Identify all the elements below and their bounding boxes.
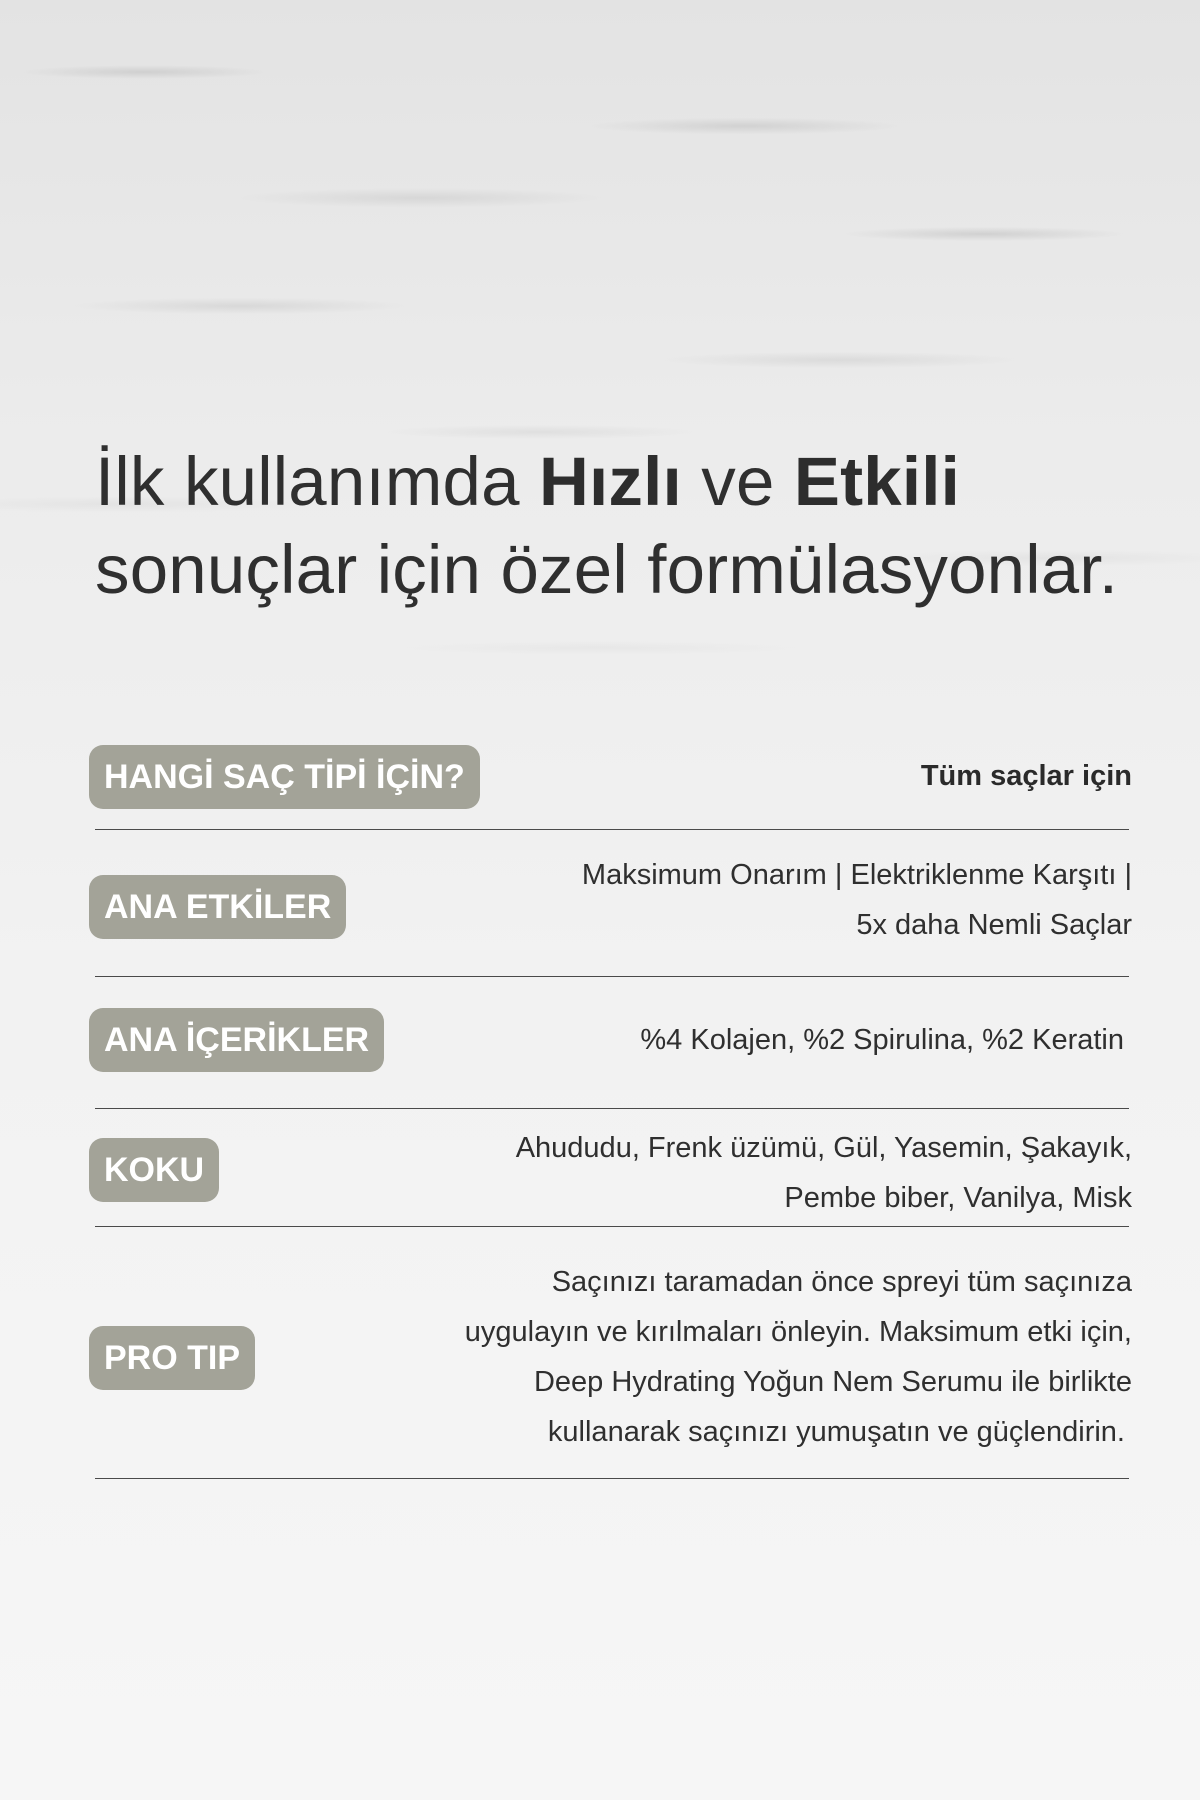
info-row-scent	[95, 1123, 1132, 1223]
pro-tip-value	[465, 1257, 1132, 1457]
main-effects-label-badge: ANA ETKİLER	[89, 875, 346, 939]
headline-line-1	[95, 438, 1155, 526]
pro-tip-value-line: uygulayın ve kırılmaları önleyin. Maksimum etki için,	[464, 1316, 1132, 1348]
headline-line-2: sonuçlar için özel formülasyonlar.	[95, 531, 1119, 608]
row-divider	[95, 976, 1129, 977]
scent-value	[516, 1123, 1132, 1223]
info-row-pro-tip	[95, 1257, 1132, 1467]
main-ingredients-value	[640, 1015, 1124, 1065]
row-divider	[95, 1478, 1129, 1479]
scent-value-line: Ahududu, Frenk üzümü, Gül, Yasemin, Şakayık,	[515, 1132, 1132, 1164]
pro-tip-label-badge: PRO TIP	[89, 1326, 255, 1390]
pro-tip-value-line: kullanarak saçınızı yumuşatın ve güçlendirin.	[547, 1416, 1125, 1448]
main-ingredients-label-badge: ANA İÇERİKLER	[89, 1008, 384, 1072]
headline	[95, 438, 1155, 614]
main-effects-value-line: Maksimum Onarım | Elektriklenme Karşıtı |	[581, 859, 1132, 891]
row-divider	[95, 1226, 1129, 1227]
row-divider	[95, 829, 1129, 830]
hair-type-label-badge: HANGİ SAÇ TİPİ İÇİN?	[89, 745, 480, 809]
hair-type-value	[921, 751, 1132, 801]
main-effects-value	[582, 850, 1132, 950]
main-effects-value-line: 5x daha Nemli Saçlar	[856, 909, 1132, 941]
row-divider	[95, 1108, 1129, 1109]
headline-text-2: ve	[681, 443, 794, 520]
scent-label-badge: KOKU	[89, 1138, 219, 1202]
pro-tip-value-line: Saçınızı taramadan önce spreyi tüm saçınıza	[551, 1266, 1132, 1298]
headline-text-1: İlk kullanımda	[95, 443, 540, 520]
scent-value-line: Pembe biber, Vanilya, Misk	[784, 1182, 1132, 1214]
info-row-main-ingredients	[95, 1008, 1129, 1088]
info-row-hair-type	[95, 745, 1132, 825]
info-row-main-effects	[95, 850, 1132, 970]
hair-type-value-line: Tüm saçlar için	[920, 760, 1132, 792]
main-ingredients-value-line: %4 Kolajen, %2 Spirulina, %2 Keratin	[640, 1024, 1124, 1056]
pro-tip-value-line: Deep Hydrating Yoğun Nem Serumu ile birlikte	[533, 1366, 1132, 1398]
headline-emphasis-effective: Etkili	[793, 443, 960, 520]
headline-emphasis-fast: Hızlı	[539, 443, 682, 520]
